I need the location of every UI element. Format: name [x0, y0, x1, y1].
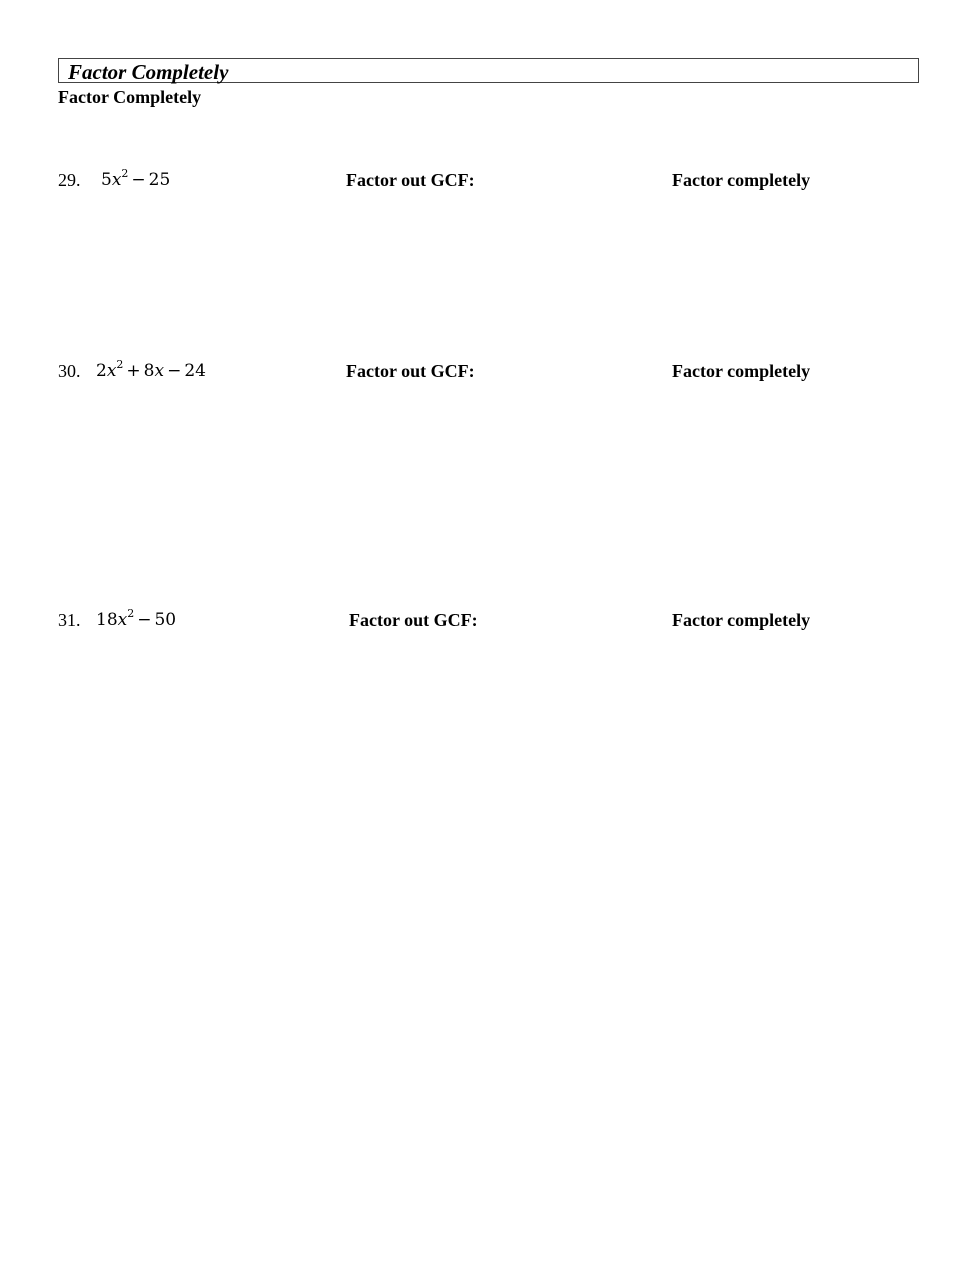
expr-term-coef: 25: [148, 170, 171, 190]
problem-expression: [96, 608, 176, 632]
problem-29: [0, 168, 979, 194]
expr-operator: −: [167, 361, 182, 381]
expr-term-coef: 50: [154, 610, 177, 630]
expr-coef: 5: [101, 170, 112, 190]
problem-expression: [101, 168, 170, 192]
expr-term-var: x: [154, 361, 165, 381]
expr-var: x: [117, 610, 128, 630]
expr-coef: 18: [96, 610, 118, 630]
expr-exponent: 2: [116, 358, 124, 372]
expr-term-coef: 8: [143, 361, 155, 381]
factor-completely-label: Factor completely: [672, 610, 811, 630]
problem-31: [0, 608, 979, 634]
expr-exponent: 2: [127, 607, 135, 621]
expr-operator: −: [137, 610, 152, 630]
expr-operator: +: [126, 361, 141, 381]
gcf-label: Factor out GCF:: [349, 610, 478, 630]
problem-30: [0, 359, 979, 385]
problem-number: 29.: [58, 170, 81, 190]
gcf-label: Factor out GCF:: [346, 170, 475, 190]
expr-coef: 2: [96, 361, 107, 381]
problem-expression: [96, 359, 206, 383]
expr-var: x: [111, 170, 122, 190]
expr-var: x: [106, 361, 117, 381]
problem-number: 30.: [58, 361, 81, 381]
expr-term-coef: 24: [184, 361, 206, 381]
page-title: Factor Completely: [68, 60, 229, 84]
expr-exponent: 2: [121, 167, 129, 181]
title-box: [58, 58, 919, 83]
gcf-label: Factor out GCF:: [346, 361, 475, 381]
section-subtitle: Factor Completely: [58, 87, 202, 107]
factor-completely-label: Factor completely: [672, 361, 811, 381]
expr-operator: −: [131, 170, 146, 190]
factor-completely-label: Factor completely: [672, 170, 811, 190]
problem-number: 31.: [58, 610, 81, 630]
